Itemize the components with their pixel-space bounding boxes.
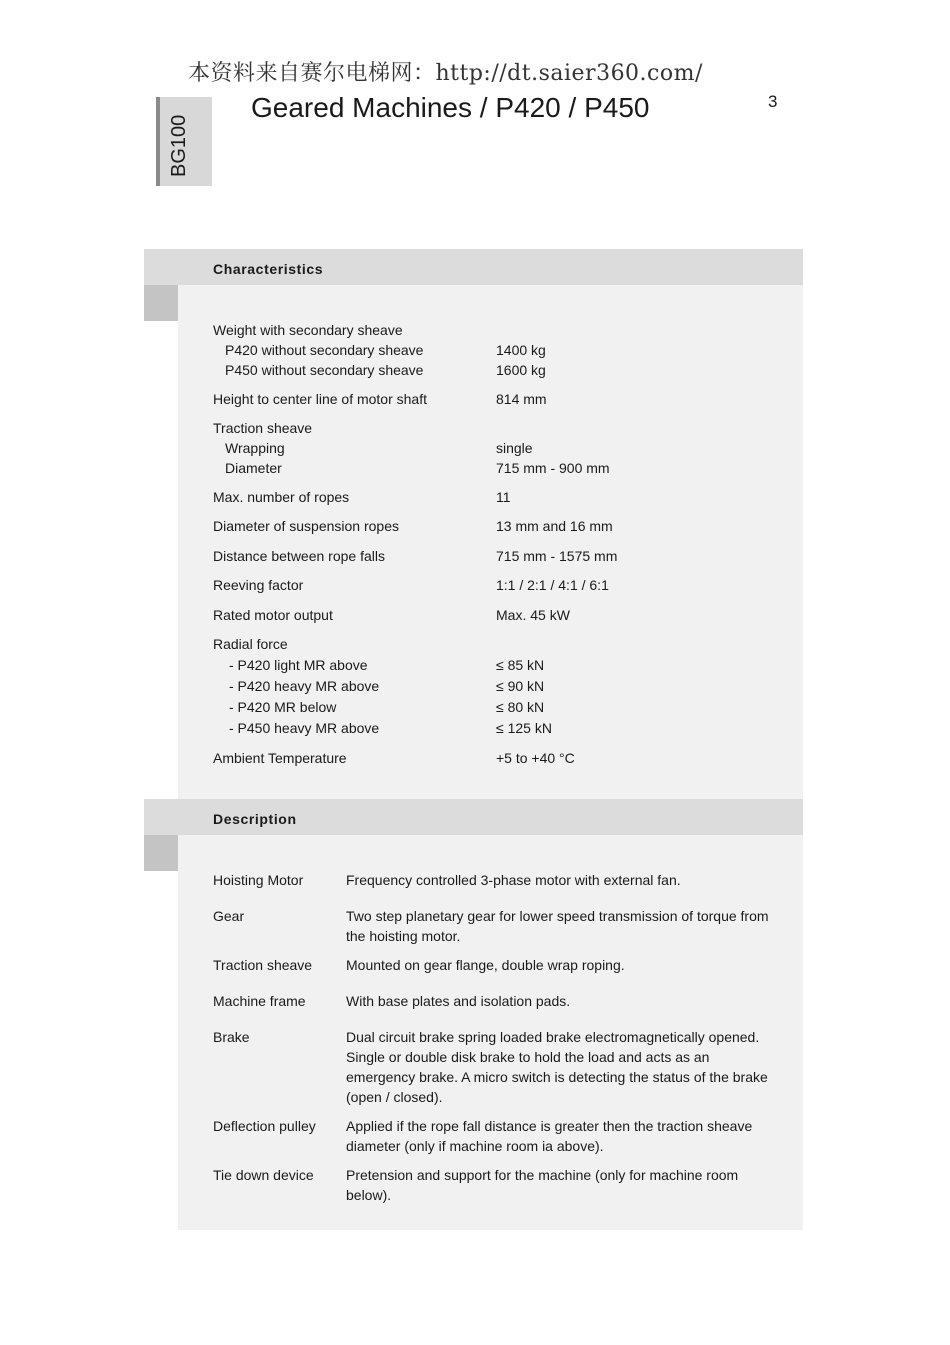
- motor-output-label: Rated motor output: [213, 607, 333, 623]
- brake-text: Dual circuit brake spring loaded brake electromagnetically opened. Single or double disk brake to hold the load and acts as an emergency brake. A micro switch is detecting the status of the brake (open / closed).: [346, 1029, 768, 1105]
- characteristics-header: [144, 249, 803, 285]
- rope-diameter-label: Diameter of suspension ropes: [213, 518, 399, 534]
- traction-sheave-label: Traction sheave: [213, 420, 313, 436]
- radial-p420-below-label: - P420 MR below: [229, 699, 337, 715]
- deflection-pulley-label: Deflection pulley: [213, 1118, 316, 1134]
- characteristics-title: Characteristics: [213, 261, 324, 277]
- radial-p420-heavy-value: ≤ 90 kN: [496, 678, 545, 694]
- rope-distance-value: 715 mm - 1575 mm: [496, 548, 618, 564]
- characteristics-marker: [144, 285, 178, 321]
- wrapping-value: single: [496, 440, 533, 456]
- machine-frame-text: With base plates and isolation pads.: [346, 993, 571, 1009]
- diameter-value: 715 mm - 900 mm: [496, 460, 610, 476]
- radial-p420-heavy-label: - P420 heavy MR above: [229, 678, 380, 694]
- description-marker: [144, 835, 178, 871]
- height-label: Height to center line of motor shaft: [213, 391, 427, 407]
- gear-text: Two step planetary gear for lower speed transmission of torque from the hoisting motor.: [346, 908, 769, 944]
- p420-weight-value: 1400 kg: [496, 342, 546, 358]
- description-title: Description: [213, 811, 297, 827]
- tie-down-text: Pretension and support for the machine (only for machine room below).: [346, 1167, 739, 1203]
- p420-weight-label: P420 without secondary sheave: [225, 342, 424, 358]
- radial-p420-light-label: - P420 light MR above: [229, 657, 368, 673]
- ambient-temp-value: +5 to +40 °C: [496, 750, 575, 766]
- hoisting-motor-label: Hoisting Motor: [213, 872, 304, 888]
- radial-p450-heavy-label: - P450 heavy MR above: [229, 720, 380, 736]
- gear-label: Gear: [213, 908, 245, 924]
- ropes-label: Max. number of ropes: [213, 489, 350, 505]
- ropes-value: 11: [496, 489, 511, 505]
- traction-sheave-desc-text: Mounted on gear flange, double wrap roping.: [346, 957, 625, 973]
- page-number: 3: [768, 92, 778, 111]
- radial-force-label: Radial force: [213, 636, 288, 652]
- wrapping-label: Wrapping: [225, 440, 285, 456]
- traction-sheave-desc-label: Traction sheave: [213, 957, 313, 973]
- p450-weight-label: P450 without secondary sheave: [225, 362, 424, 378]
- motor-output-value: Max. 45 kW: [496, 607, 570, 623]
- hoisting-motor-text: Frequency controlled 3-phase motor with external fan.: [346, 872, 681, 888]
- machine-frame-label: Machine frame: [213, 993, 306, 1009]
- weight-label: Weight with secondary sheave: [213, 322, 403, 338]
- watermark-banner: 本资料来自赛尔电梯网：http://dt.saier360.com/: [188, 61, 703, 86]
- diameter-label: Diameter: [225, 460, 282, 476]
- height-value: 814 mm: [496, 391, 547, 407]
- tab-label: BG100: [168, 114, 190, 177]
- brake-label: Brake: [213, 1029, 250, 1045]
- radial-p420-below-value: ≤ 80 kN: [496, 699, 545, 715]
- radial-p420-light-value: ≤ 85 kN: [496, 657, 545, 673]
- rope-distance-label: Distance between rope falls: [213, 548, 385, 564]
- reeving-label: Reeving factor: [213, 577, 304, 593]
- ambient-temp-label: Ambient Temperature: [213, 750, 347, 766]
- rope-diameter-value: 13 mm and 16 mm: [496, 518, 613, 534]
- p450-weight-value: 1600 kg: [496, 362, 546, 378]
- page-title: Geared Machines / P420 / P450: [251, 92, 650, 123]
- radial-p450-heavy-value: ≤ 125 kN: [496, 720, 552, 736]
- description-header: [144, 799, 803, 835]
- deflection-pulley-text: Applied if the rope fall distance is greater then the traction sheave diameter (only if machine room ia above).: [346, 1118, 753, 1154]
- reeving-value: 1:1 / 2:1 / 4:1 / 6:1: [496, 577, 609, 593]
- tie-down-label: Tie down device: [213, 1167, 314, 1183]
- document-tab: [156, 97, 212, 186]
